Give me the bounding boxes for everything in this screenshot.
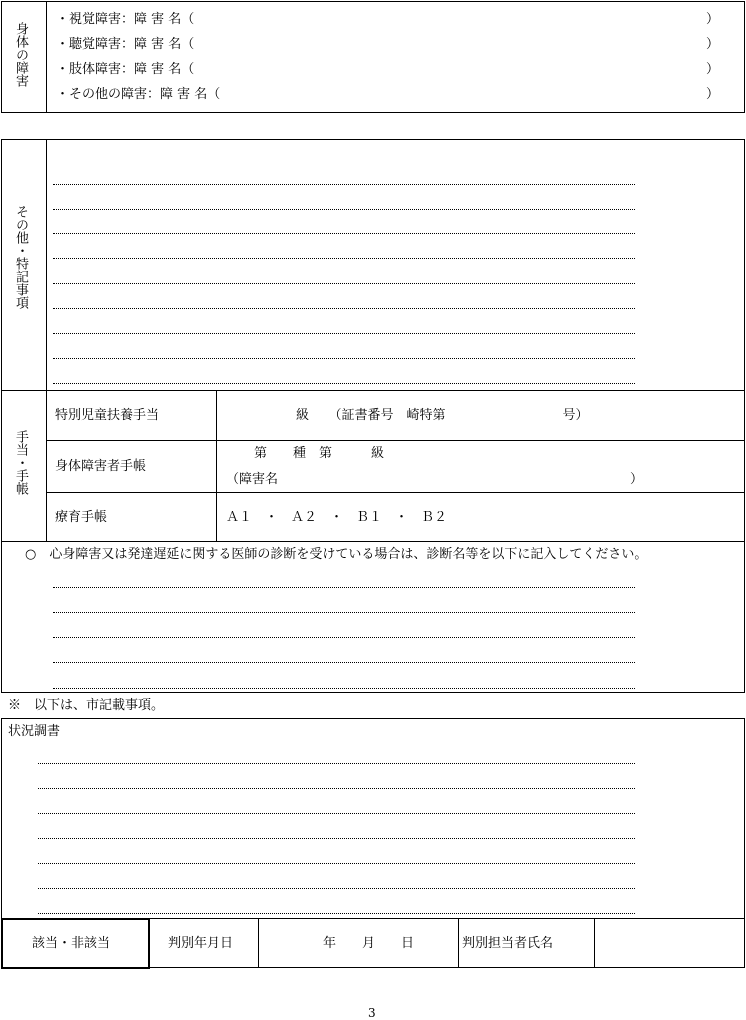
status-write-line[interactable] bbox=[38, 863, 635, 864]
notes-write-line[interactable] bbox=[53, 258, 635, 259]
notes-write-line[interactable] bbox=[53, 184, 635, 185]
status-write-line[interactable] bbox=[38, 888, 635, 889]
footer-divider bbox=[258, 918, 259, 968]
page-number: 3 bbox=[368, 1006, 376, 1020]
disability-row-hearing-close: ） bbox=[706, 37, 720, 52]
notes-write-line[interactable] bbox=[53, 209, 635, 210]
notes-write-line[interactable] bbox=[53, 283, 635, 284]
date-value: 年 月 日 bbox=[323, 936, 415, 951]
status-write-line[interactable] bbox=[38, 813, 635, 814]
disability-row-hearing: ・聴覚障害：障 害 名（ bbox=[56, 37, 195, 52]
notes-label: その他・特記事項 bbox=[13, 205, 28, 309]
allowance-value-special-child: 級 （証書番号 崎特第 号） bbox=[296, 408, 589, 423]
status-write-line[interactable] bbox=[38, 913, 635, 914]
allowance-top-border bbox=[1, 390, 745, 391]
allowance-value-disability-notebook-close: ） bbox=[630, 472, 644, 487]
allowance-value-disability-notebook-line1: 第 種 第 級 bbox=[254, 446, 385, 461]
notes-write-line[interactable] bbox=[53, 233, 635, 234]
applicable-label: 該当・非該当 bbox=[32, 936, 111, 951]
disability-row-other: ・その他の障害：障 害 名（ bbox=[56, 87, 221, 102]
allowance-name-special-child: 特別児童扶養手当 bbox=[55, 408, 160, 423]
diagnosis-write-line[interactable] bbox=[53, 637, 635, 638]
notes-write-line[interactable] bbox=[53, 308, 635, 309]
disability-row-visual-close: ） bbox=[706, 12, 720, 27]
disability-row-limb-close: ） bbox=[706, 62, 720, 77]
notes-write-line[interactable] bbox=[53, 383, 635, 384]
city-note: ※ 以下は、市記載事項。 bbox=[8, 698, 165, 713]
disability-divider bbox=[46, 1, 47, 113]
disability-row-other-close: ） bbox=[706, 87, 720, 102]
officer-field[interactable] bbox=[595, 919, 744, 967]
status-label: 状況調書 bbox=[8, 724, 61, 739]
status-write-line[interactable] bbox=[38, 788, 635, 789]
notes-divider bbox=[46, 139, 47, 541]
status-write-line[interactable] bbox=[38, 763, 635, 764]
notes-write-line[interactable] bbox=[53, 333, 635, 334]
disability-row-visual: ・視覚障害：障 害 名（ bbox=[56, 12, 195, 27]
disability-label: 身体の障害 bbox=[13, 22, 28, 87]
date-label: 判別年月日 bbox=[168, 936, 234, 951]
allowance-name-disability-notebook: 身体障害者手帳 bbox=[55, 459, 147, 474]
diagnosis-write-line[interactable] bbox=[53, 612, 635, 613]
diagnosis-note: ○ 心身障害又は発達遅延に関する医師の診断を受けている場合は、診断名等を以下に記入してください。 bbox=[25, 547, 648, 562]
allowance-row-border bbox=[46, 492, 745, 493]
officer-label: 判別担当者氏名 bbox=[462, 936, 554, 951]
notes-write-line[interactable] bbox=[53, 358, 635, 359]
allowance-name-divider bbox=[216, 390, 217, 541]
diagnosis-write-line[interactable] bbox=[53, 688, 635, 689]
status-write-line[interactable] bbox=[38, 838, 635, 839]
diagnosis-write-line[interactable] bbox=[53, 662, 635, 663]
allowance-label: 手当・手帳 bbox=[13, 430, 28, 495]
allowance-value-care-notebook: Ａ１ ・ Ａ２ ・ Ｂ１ ・ Ｂ２ bbox=[226, 510, 448, 525]
disability-row-limb: ・肢体障害：障 害 名（ bbox=[56, 62, 195, 77]
allowance-name-care-notebook: 療育手帳 bbox=[55, 510, 108, 525]
allowance-bottom-border bbox=[1, 541, 745, 542]
diagnosis-write-line[interactable] bbox=[53, 587, 635, 588]
allowance-row-border bbox=[46, 440, 745, 441]
footer-divider bbox=[458, 918, 459, 968]
allowance-value-disability-notebook-line2: （障害名 bbox=[226, 472, 279, 487]
